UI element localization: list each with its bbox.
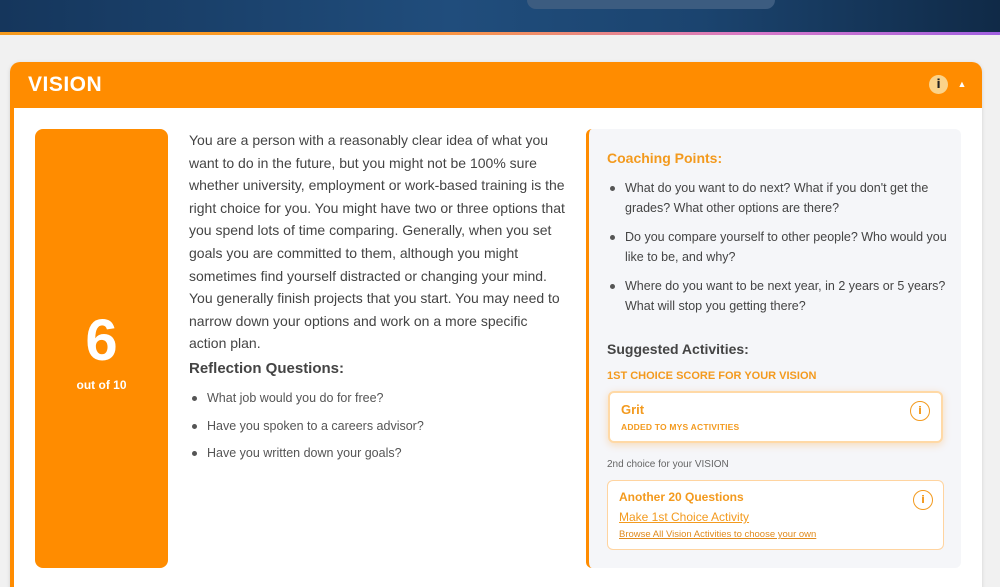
activity-status: ADDED TO MYS ACTIVITIES	[621, 422, 740, 432]
first-choice-label: 1ST CHOICE SCORE FOR YOUR VISION	[607, 370, 817, 382]
accent-divider	[0, 32, 1000, 35]
suggested-activities-heading: Suggested Activities:	[607, 341, 749, 357]
activity-name: Grit	[621, 402, 645, 417]
reflection-question: What job would you do for free?	[189, 390, 569, 418]
info-icon[interactable]: i	[929, 75, 948, 94]
coaching-points-list	[607, 178, 952, 325]
first-choice-activity-card[interactable]	[608, 391, 943, 443]
coaching-panel	[586, 129, 961, 568]
reflection-question: Have you written down your goals?	[189, 445, 569, 473]
info-icon[interactable]: i	[910, 401, 930, 421]
reflection-questions-list	[189, 390, 569, 473]
browse-activities-link[interactable]: Browse All Vision Activities to choose your own	[619, 529, 817, 540]
coaching-heading: Coaching Points:	[607, 150, 723, 166]
vision-section-card	[10, 62, 982, 587]
coaching-point: Do you compare yourself to other people? Who would you like to be, and why?	[607, 227, 952, 267]
second-choice-label: 2nd choice for your VISION	[607, 459, 729, 470]
make-first-choice-link[interactable]: Make 1st Choice Activity	[619, 510, 750, 524]
coaching-point: What do you want to do next? What if you don't get the grades? What other options are there?	[607, 178, 952, 218]
top-navigation-bar	[0, 0, 1000, 32]
reflection-heading: Reflection Questions:	[189, 360, 345, 377]
section-header[interactable]	[10, 62, 982, 108]
vision-description: You are a person with a reasonably clear idea of what you want to do in the future, but you might not be 100% sure whether university, employment or work-based training is the right choice for you. You might have two or three options that you spend lots of time comparing. Generally, when you set goals you are committed to them, although you might sometimes find yourself distracted or changing your mind. You generally finish projects that you start. You may need to narrow down your options and work on a more specific action plan.	[189, 132, 565, 352]
top-search-field[interactable]	[527, 0, 775, 9]
score-out-of: out of 10	[76, 378, 127, 392]
card-accent-border	[10, 108, 14, 587]
info-icon[interactable]: i	[913, 490, 933, 510]
collapse-arrow-icon[interactable]: ▲	[957, 79, 967, 89]
score-value: 6	[85, 308, 118, 373]
reflection-question: Have you spoken to a careers advisor?	[189, 418, 569, 446]
coaching-point: Where do you want to be next year, in 2 years or 5 years? What will stop you getting there?	[607, 276, 952, 316]
score-panel	[35, 129, 168, 568]
second-choice-activity-card	[607, 480, 944, 550]
section-title: VISION	[28, 73, 103, 96]
activity-name: Another 20 Questions	[619, 490, 744, 504]
